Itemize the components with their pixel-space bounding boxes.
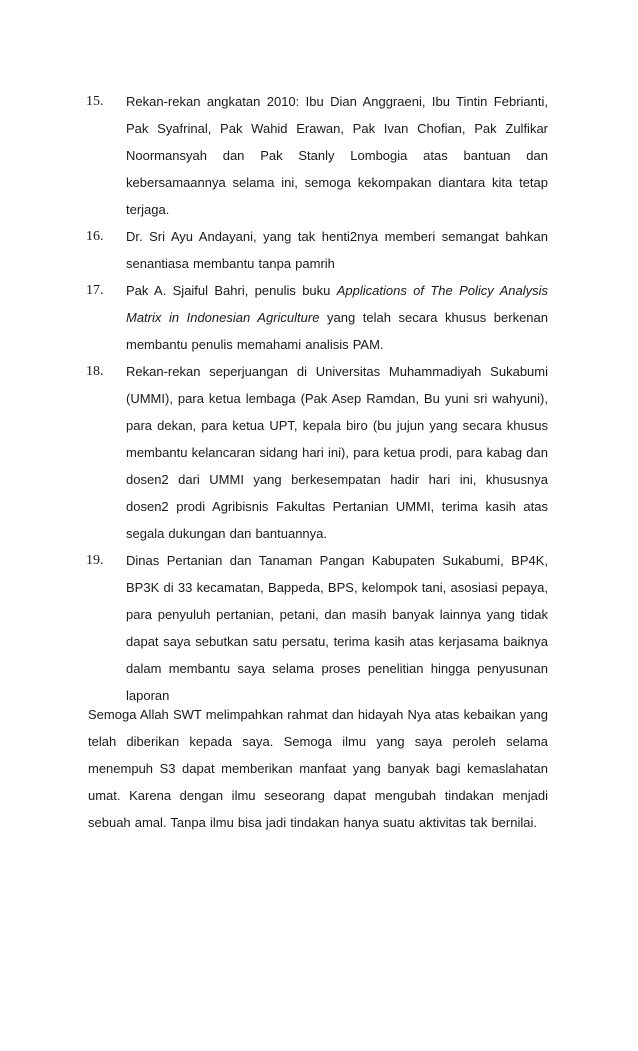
list-item [86, 88, 548, 223]
item-number: 18. [86, 364, 104, 379]
item-text: Rekan-rekan angkatan 2010: Ibu Dian Anggraeni, Ibu Tintin Febrianti, Pak Syafrinal, Pak Wahid Erawan, Pak Ivan Chofian, Pak Zulfikar Noormansyah dan Pak Stanly Lombogia atas bantuan dan kebersamaannya selama ini, semoga kekompakan diantara kita tetap terjaga. [126, 94, 548, 217]
item-number: 19. [86, 553, 104, 568]
item-text: Rekan-rekan seperjuangan di Universitas Muhammadiyah Sukabumi (UMMI), para ketua lembaga (Pak Asep Ramdan, Bu yuni sri wahyuni), para dekan, para ketua UPT, kepala biro (bu jujun yang secara khusus membantu kelancaran sidang hari ini), para ketua prodi, para kabag dan dosen2 dari UMMI yang berkesempatan hadir hari ini, khususnya dosen2 prodi Agribisnis Fakultas Pertanian UMMI, terima kasih atas segala dukungan dan bantuannya. [126, 364, 548, 541]
item-number: 17. [86, 283, 104, 298]
book-title: Applications of The Policy Analysis Matrix in Indonesian Agriculture [126, 283, 549, 325]
item-text: Dinas Pertanian dan Tanaman Pangan Kabupaten Sukabumi, BP4K, BP3K di 33 kecamatan, Bappeda, BPS, kelompok tani, asosiasi pepaya, para penyuluh pertanian, petani, dan masih banyak lainnya yang tidak dapat saya sebutkan satu persatu, terima kasih atas kerjasama baiknya dalam membantu saya selama proses penelitian hingga penyusunan laporan [126, 553, 548, 703]
item-number: 16. [86, 229, 104, 244]
item-text-after: yang telah secara khusus berkenan membantu penulis memahami analisis PAM. [126, 310, 549, 352]
closing-paragraph: Semoga Allah SWT melimpahkan rahmat dan hidayah Nya atas kebaikan yang telah diberikan kepada saya. Semoga ilmu yang saya peroleh selama menempuh S3 dapat memberikan manfaat yang banyak bagi kemaslahatan umat. Karena dengan ilmu seseorang dapat mengubah tindakan menjadi sebuah amal. Tanpa ilmu bisa jadi tindakan hanya suatu aktivitas tak bernilai. [88, 707, 548, 830]
list-item [86, 547, 548, 709]
list-item [86, 277, 549, 358]
item-text [126, 277, 548, 358]
list-item [86, 358, 548, 547]
item-text: Dr. Sri Ayu Andayani, yang tak henti2nya memberi semangat bahkan senantiasa membantu tanpa pamrih [126, 229, 548, 271]
acknowledgement-list [0, 88, 638, 709]
item-number: 15. [86, 94, 104, 109]
item-text-before: Pak A. Sjaiful Bahri, penulis buku [126, 283, 337, 298]
list-item [86, 223, 548, 277]
